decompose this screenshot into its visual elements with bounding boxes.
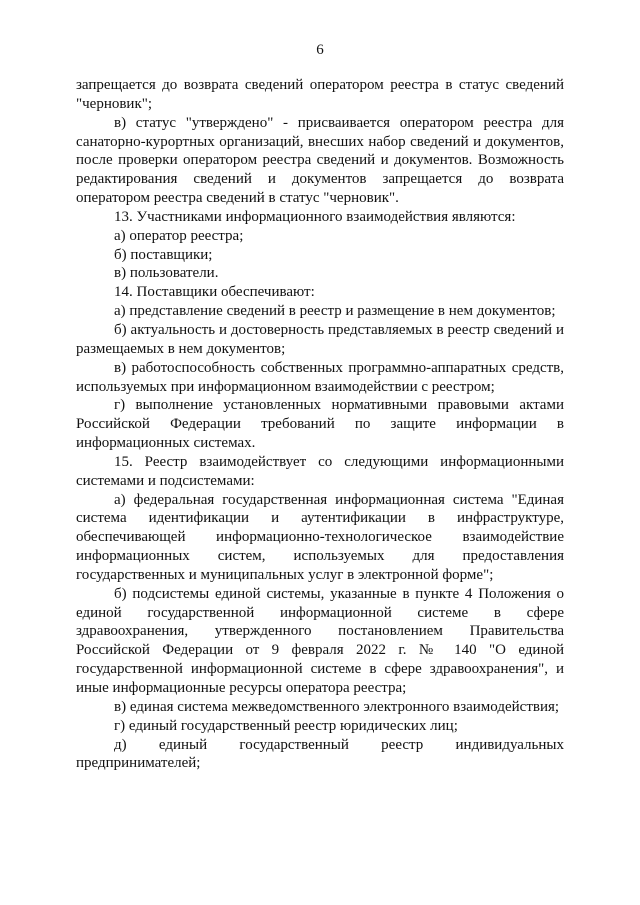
list-item: в) единая система межведомственного электронного взаимодействия; xyxy=(114,698,560,715)
paragraph: 14. Поставщики обеспечивают: xyxy=(114,284,315,301)
list-item: д) единый государственный реестр индивидуальных предпринимателей; xyxy=(76,736,564,772)
list-item: б) подсистемы единой системы, указанные в пункте 4 Положения о единой государственной информационной системе в сфере здравоохранения, утвержденного постановлением Правительства Российской Федерации от 9 февраля 2022 г. № 140 "О единой государственной информационной системе в сфере здравоохранения", и иные информационные ресурсы оператора реестра; xyxy=(76,585,564,696)
page-number: 6 xyxy=(316,42,324,58)
list-item: г) выполнение установленных нормативными правовыми актами Российской Федерации требований по защите информации в информационных системах. xyxy=(76,397,564,452)
paragraph: в) статус "утверждено" - присваивается оператором реестра для санаторно-курортных организаций, внесших набор сведений и документов, после проверки оператором реестра сведений и документов. Возможность редактирования сведений и документов запрещается до возврата оператором реестра сведений в статус "черновик". xyxy=(76,114,564,207)
list-item: а) федеральная государственная информационная система "Единая система идентификации и аутентификации в инфраструктуре, обеспечивающей информационно-технологическое взаимодействие информационных систем, используемых для предоставления государственных и муниципальных услуг в электронной форме"; xyxy=(76,491,564,583)
list-item: б) поставщики; xyxy=(114,246,213,263)
list-item: г) единый государственный реестр юридических лиц; xyxy=(114,717,458,734)
list-item: в) работоспособность собственных программно-аппаратных средств, используемых при информационном взаимодействии с реестром; xyxy=(76,359,564,395)
list-item: б) актуальность и достоверность представляемых в реестр сведений и размещаемых в нем документов; xyxy=(76,321,564,357)
list-item: а) представление сведений в реестр и размещение в нем документов; xyxy=(114,303,556,320)
paragraph: запрещается до возврата сведений оператором реестра в статус сведений "черновик"; xyxy=(76,77,564,112)
paragraph: 13. Участниками информационного взаимодействия являются: xyxy=(114,208,516,225)
list-item: а) оператор реестра; xyxy=(114,227,244,244)
document-body xyxy=(76,76,564,773)
list-item: в) пользователи. xyxy=(114,265,219,282)
paragraph: 15. Реестр взаимодействует со следующими информационными системами и подсистемами: xyxy=(76,453,564,489)
